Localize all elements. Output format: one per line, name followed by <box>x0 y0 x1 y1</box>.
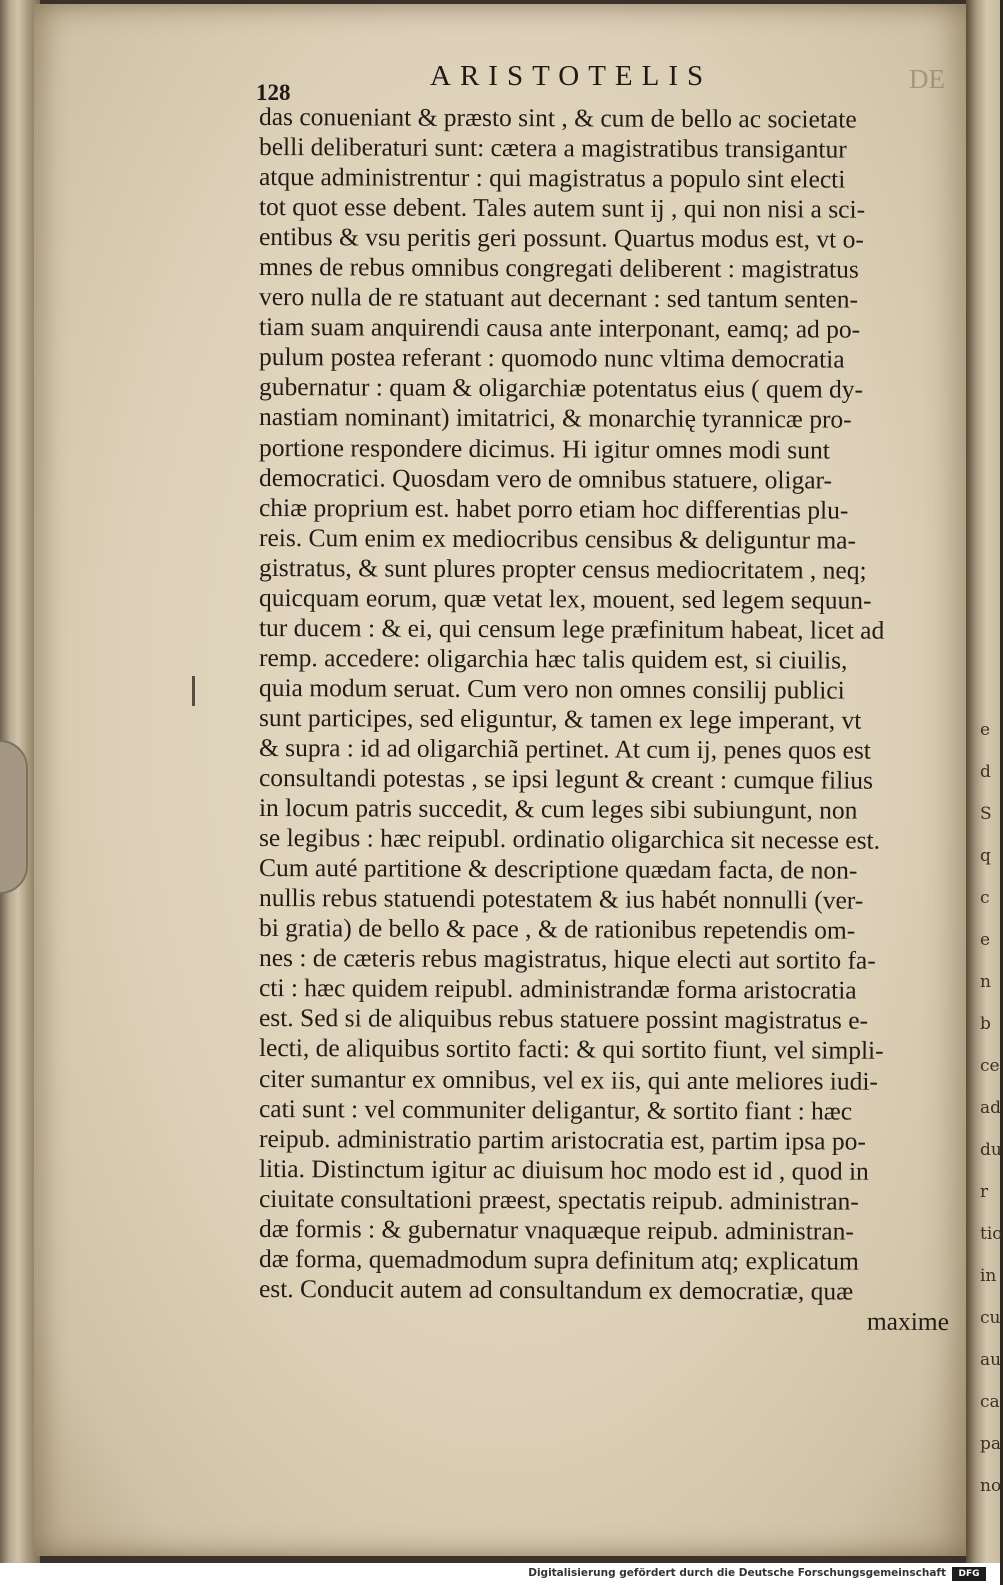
facing-page-fragment: cu <box>980 1308 1001 1328</box>
text-line: tur ducem : & ei, qui censum lege præfinitum habeat, licet ad <box>258 612 885 645</box>
text-line: nes : de cæteris rebus magistratus, hique electi aut sortito fa- <box>258 943 876 976</box>
facing-page-fragment: r <box>980 1182 989 1202</box>
text-line: lecti, de aliquibus sortito facti: & qui sortito fiunt, vel simpli- <box>258 1033 884 1066</box>
text-line: nastiam nominant) imitatrici, & monarchię tyrannicæ pro- <box>258 402 852 435</box>
facing-page-fragment: tio <box>980 1224 1003 1244</box>
text-line: portione respondere dicimus. Hi igitur omnes modi sunt <box>258 432 830 465</box>
text-line: chiæ proprium est. habet porro etiam hoc differentias plu- <box>258 492 849 525</box>
facing-page-fragment: no <box>980 1476 1002 1496</box>
facing-page-edge <box>966 0 1003 1563</box>
text-line: cti : hæc quidem reipubl. administrandæ forma aristocratia <box>258 973 857 1005</box>
facing-page-fragment: e <box>980 930 991 950</box>
text-line: quicquam eorum, quæ vetat lex, mouent, sed legem sequun- <box>258 582 872 615</box>
text-line: consultandi potestas , se ipsi legunt & creant : cumque filius <box>258 763 874 795</box>
text-line: se legibus : hæc reipubl. ordinatio oligarchica sit necesse est. <box>258 823 881 855</box>
text-line: democratici. Quosdam vero de omnibus statuere, oligar- <box>258 462 833 495</box>
text-line: pulum postea referant : quomodo nunc vltima democratia <box>258 342 845 374</box>
facing-page-fragment: ad <box>980 1098 1002 1118</box>
text-line: das conueniant & præsto sint , & cum de bello ac societate <box>258 102 857 134</box>
text-line: maxime <box>866 1306 950 1336</box>
text-line: reipub. administratio partim aristocratia est, partim ipsa po- <box>258 1123 866 1156</box>
facing-page-fragment: c <box>980 888 990 908</box>
facing-page-fragment: ce <box>980 1056 1000 1076</box>
footer-bar <box>0 1563 1000 1585</box>
facing-page-fragment: b <box>980 1014 991 1034</box>
text-line: reis. Cum enim ex mediocribus censibus & deliguntur ma- <box>258 522 857 555</box>
text-line: dæ forma, quemadmodum supra definitum atq; explicatum <box>258 1243 859 1276</box>
text-line: & supra : id ad oligarchiã pertinet. At cum ij, penes quos est <box>258 732 871 765</box>
show-through-heading: DE <box>909 64 945 94</box>
facing-page-fragment: du <box>980 1140 1002 1160</box>
text-line: belli deliberaturi sunt: cætera a magistratibus transigantur <box>258 132 847 164</box>
text-line: ciuitate consultationi præest, spectatis reipub. administran- <box>258 1183 859 1216</box>
text-line: Cum auté partitione & descriptione quædam facta, de non- <box>258 853 858 885</box>
facing-page-fragment: n <box>980 972 991 992</box>
text-line: sunt participes, sed eliguntur, & tamen ex lege imperant, vt <box>258 702 862 735</box>
text-line: cati sunt : vel communiter deligantur, & sortito fiant : hæc <box>258 1093 853 1126</box>
text-line: tiam suam anquirendi causa ante interponant, eamq; ad po- <box>258 312 861 344</box>
facing-page-fragment: d <box>980 762 991 782</box>
text-line: quia modum seruat. Cum vero non omnes consilij publici <box>258 672 845 705</box>
facing-page-fragment: in <box>980 1266 997 1286</box>
text-line: litia. Distinctum igitur ac diuisum hoc modo est id , quod in <box>258 1153 869 1186</box>
facing-page-fragment: e <box>980 720 991 740</box>
text-line: atque administrentur : qui magistratus a populo sint electi <box>258 162 846 194</box>
text-line: mnes de rebus omnibus congregati deliberent : magistratus <box>258 252 859 284</box>
text-line: citer sumantur ex omnibus, vel ex iis, qui ante meliores iudi- <box>258 1063 879 1096</box>
facing-page-fragment: S <box>980 804 992 824</box>
book-clasp <box>0 740 28 894</box>
text-line: in locum patris succedit, & cum leges sibi subiungunt, non <box>258 793 858 825</box>
text-line: gistratus, & sunt plures propter census mediocritatem , neq; <box>258 552 867 585</box>
body-text <box>259 102 949 1334</box>
text-line: est. Sed si de aliquibus rebus statuere possint magistratus e- <box>258 1003 869 1036</box>
running-head: ARISTOTELIS <box>430 60 713 92</box>
text-line: gubernatur : quam & oligarchiæ potentatus eius ( quem dy- <box>258 372 864 405</box>
facing-page-fragment: q <box>980 846 991 866</box>
text-line: vero nulla de re statuant aut decernant : sed tantum senten- <box>258 282 859 314</box>
text-line: nullis rebus statuendi potestatem & ius habét nonnulli (ver- <box>258 883 864 915</box>
facing-page-fragment: ca <box>980 1392 1000 1412</box>
page-number: 128 <box>256 80 291 105</box>
book-page <box>34 4 972 1556</box>
text-line: entibus & vsu peritis geri possunt. Quartus modus est, vt o- <box>258 222 864 254</box>
funding-credit: Digitalisierung gefördert durch die Deutsche Forschungsgemeinschaft <box>528 1567 946 1579</box>
dfg-logo: DFG <box>952 1567 986 1581</box>
text-line: dæ formis : & gubernatur vnaquæque reipub. administran- <box>258 1213 854 1246</box>
margin-mark <box>192 676 195 706</box>
text-line: remp. accedere: oligarchia hæc talis quidem est, si ciuilis, <box>258 642 848 675</box>
text-line: bi gratia) de bello & pace , & de rationibus repetendis om- <box>258 913 856 945</box>
facing-page-fragment: au <box>980 1350 1002 1370</box>
facing-page-fragment: pa <box>980 1434 1002 1454</box>
text-line: tot quot esse debent. Tales autem sunt ij , qui non nisi a sci- <box>258 192 866 224</box>
text-line: est. Conducit autem ad consultandum ex democratiæ, quæ <box>258 1273 854 1306</box>
